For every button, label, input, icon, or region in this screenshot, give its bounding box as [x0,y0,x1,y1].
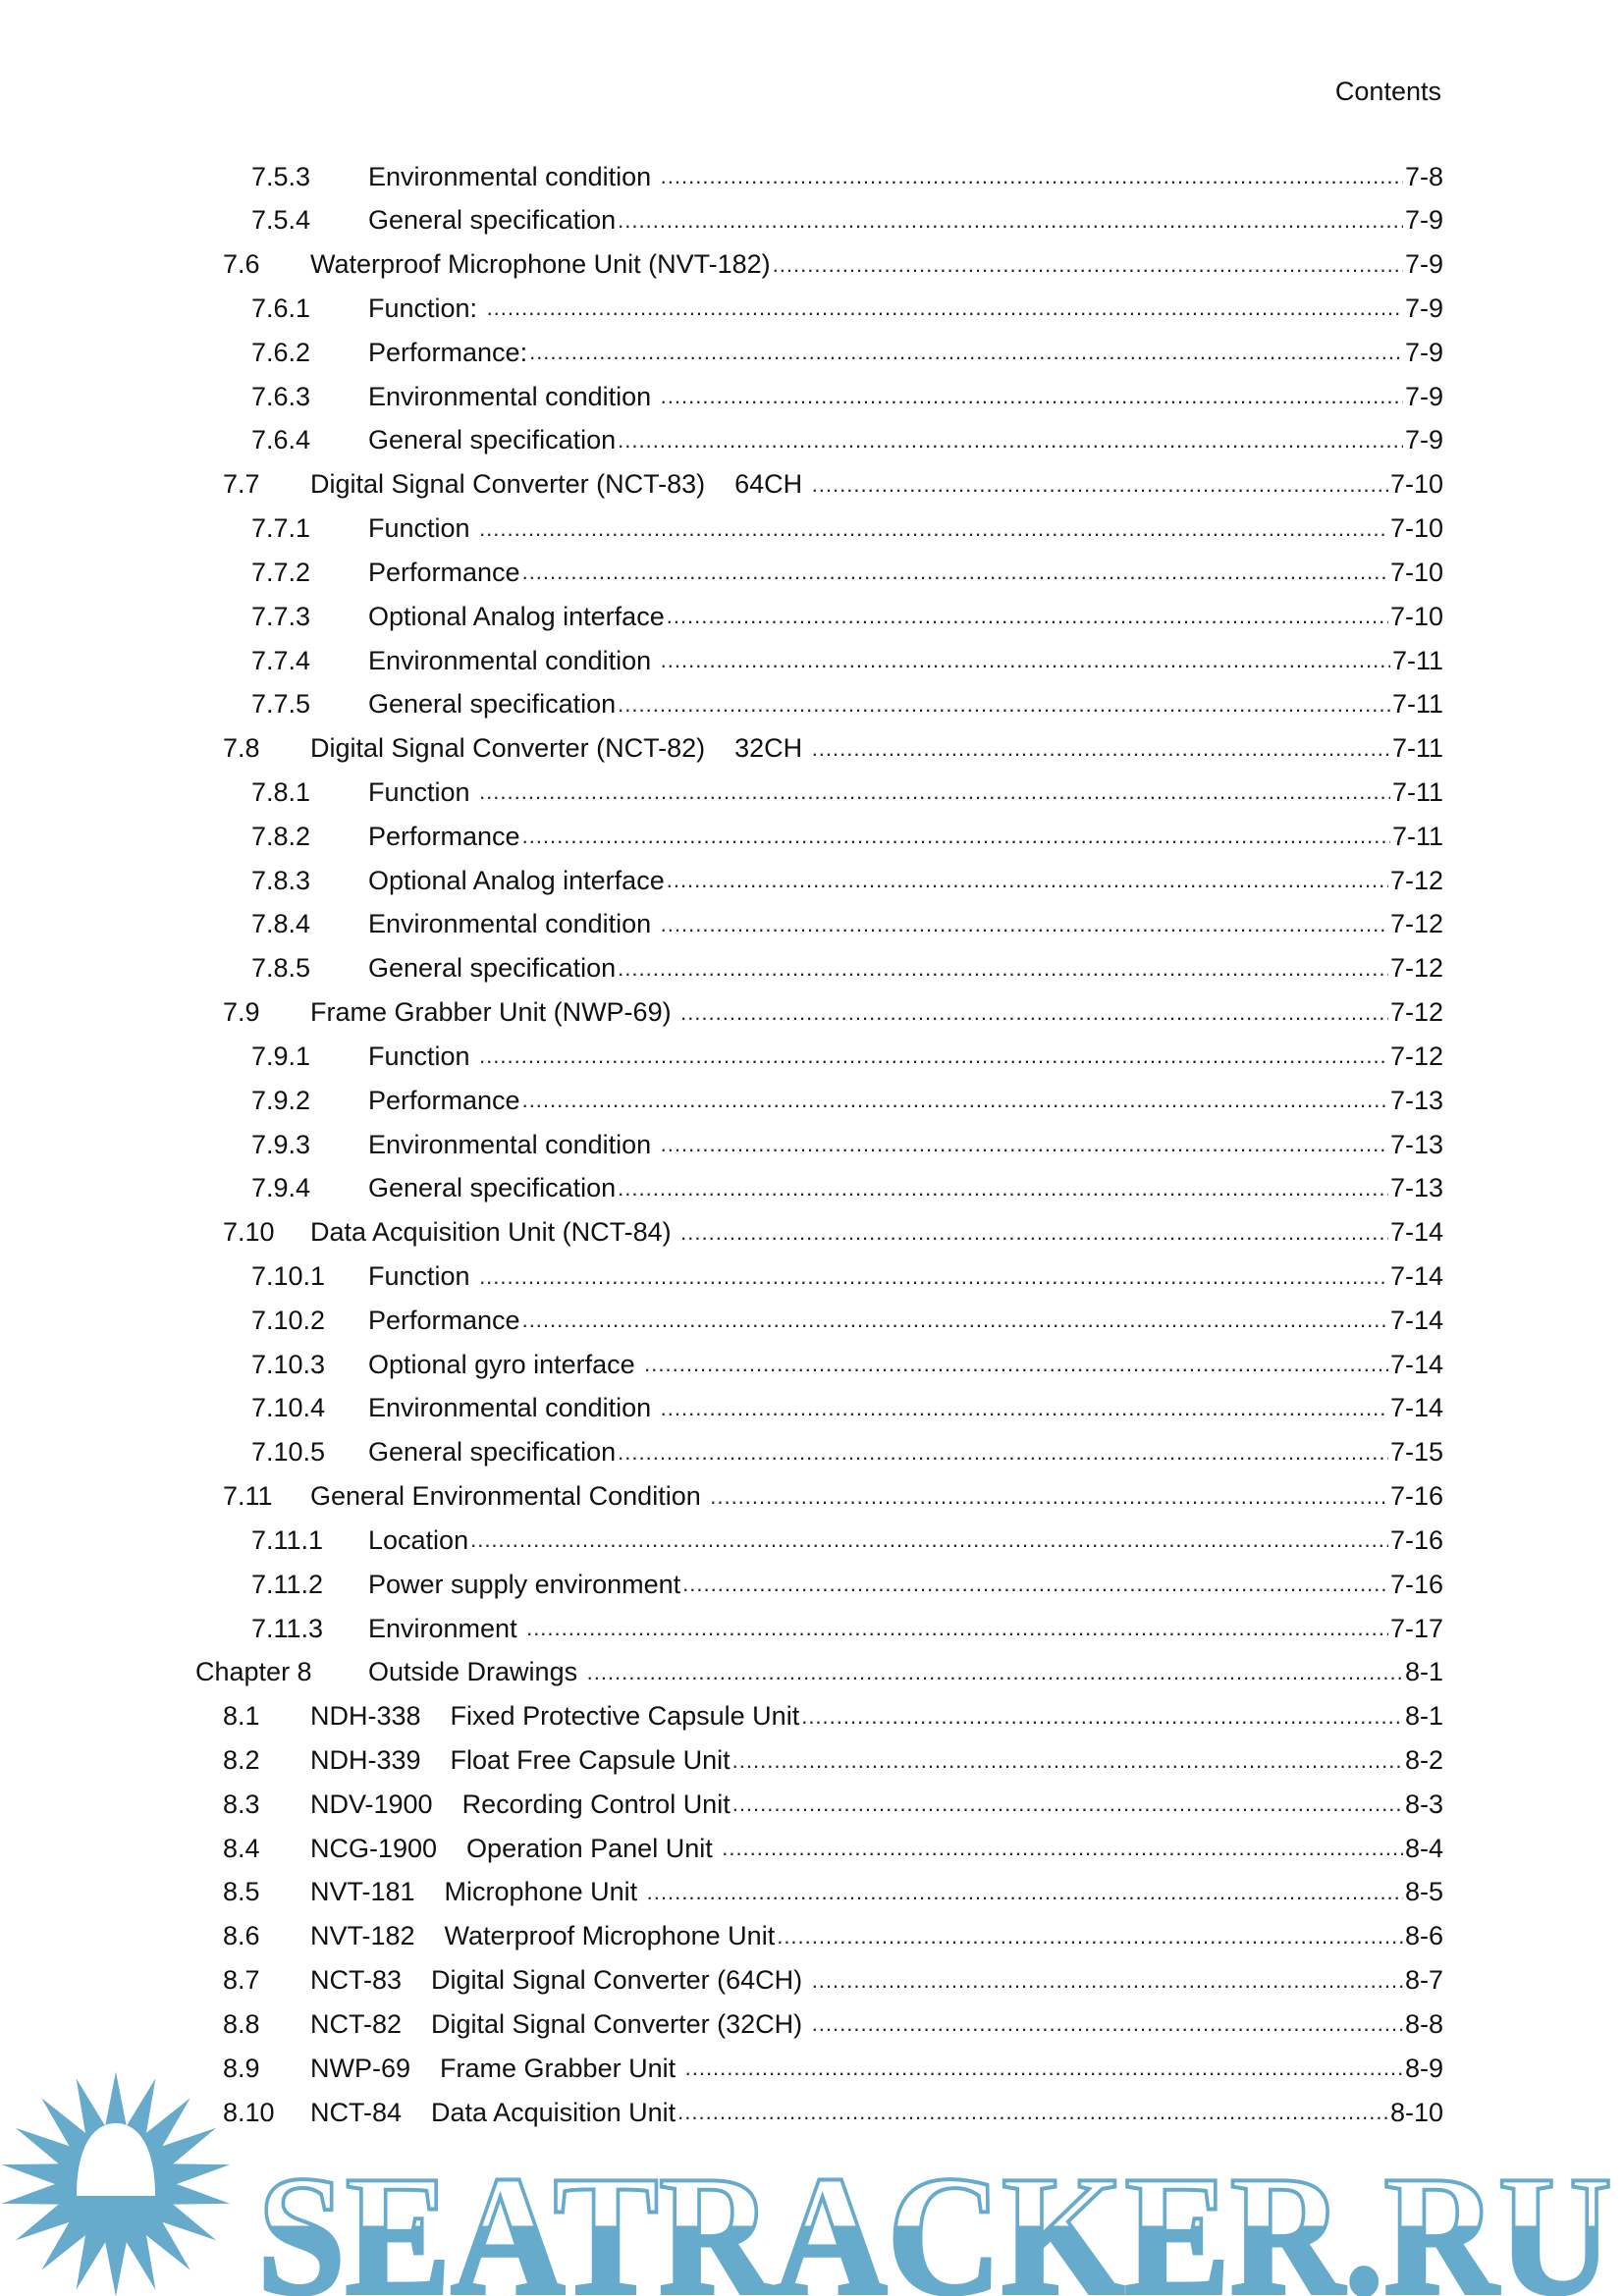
toc-entry-number: 7.6.4 [251,425,311,455]
toc-entry[interactable] [0,463,1443,507]
toc-entry[interactable] [0,551,1443,594]
dot-leader [677,2100,1388,2125]
toc-entry-page: 7-12 [1389,865,1443,895]
toc-entry-number: 7.8 [223,733,260,764]
toc-entry-page: 7-16 [1389,1569,1443,1599]
toc-entry[interactable] [0,1915,1443,1958]
toc-entry-page: 7-15 [1389,1437,1443,1468]
toc-entry-number: 7.7.3 [251,601,311,631]
toc-entry-title: Environmental condition [368,909,659,939]
toc-entry-number: 7.7.2 [251,557,311,587]
toc-entry-title: Environmental condition [368,381,659,411]
toc-entry-page: 7-9 [1404,205,1443,236]
toc-entry-number: 8.9 [223,2053,260,2083]
toc-entry[interactable] [0,727,1443,771]
dot-leader [479,1264,1388,1290]
dot-leader [773,252,1403,278]
toc-entry-number: 7.8.3 [251,865,311,895]
toc-entry-title: Performance [368,1305,520,1335]
toc-entry-title: Performance: [368,337,528,367]
toc-entry[interactable] [0,199,1443,242]
toc-entry-title: Optional Analog interface [368,865,665,895]
toc-entry-title: Data Acquisition Unit (NCT-84) [310,1217,679,1248]
toc-entry-number: 7.11.3 [251,1613,324,1643]
toc-entry-number: 8.2 [223,1745,260,1776]
dot-leader [587,1660,1403,1685]
toc-entry-page: 8-2 [1404,1745,1443,1776]
toc-entry-page: 7-14 [1389,1305,1443,1335]
toc-entry-page: 8-9 [1404,2053,1443,2083]
toc-entry[interactable] [0,1783,1443,1826]
toc-entry-number: 7.11.1 [251,1524,324,1555]
toc-entry-number: 7.9.2 [251,1085,311,1115]
dot-leader [801,1704,1403,1730]
dot-leader [618,1440,1388,1466]
toc-entry-page: 7-9 [1404,425,1443,455]
toc-entry-number: 7.6.2 [251,337,311,367]
dot-leader [487,295,1403,321]
toc-entry-title: Frame Grabber Unit (NWP-69) [310,997,679,1028]
toc-entry-number: 7.8.5 [251,953,311,984]
toc-entry-title: NCT-82 Digital Signal Converter (32CH) [310,2008,810,2039]
toc-entry-title: Location [368,1524,469,1555]
toc-entry-number: 7.10.3 [251,1349,326,1379]
toc-entry-page: 7-14 [1389,1349,1443,1379]
toc-entry-page: 7-11 [1391,776,1443,807]
toc-entry-number: 7.8.1 [251,776,311,807]
dot-leader [680,1220,1388,1246]
dot-leader [529,340,1403,365]
dot-leader [667,604,1388,629]
toc-entry-title: Digital Signal Converter (NCT-83) 64CH [310,469,810,500]
seatracker-watermark-logo [0,2142,1624,2296]
toc-entry-number: 8.3 [223,1789,260,1819]
toc-entry[interactable] [0,1255,1443,1299]
toc-entry-title: General specification [368,205,617,236]
toc-entry-title: General Environmental Condition [310,1481,709,1512]
dot-leader [812,736,1390,762]
toc-entry[interactable] [0,2002,1443,2046]
toc-entry-page: 7-13 [1389,1173,1443,1203]
toc-entry-title: Power supply environment [368,1569,681,1599]
toc-entry-title: NDV-1900 Recording Control Unit [310,1789,731,1819]
toc-entry[interactable] [0,1959,1443,2002]
toc-entry-page: 7-12 [1389,1041,1443,1071]
dot-leader [522,1308,1388,1333]
toc-entry-title: NCT-83 Digital Signal Converter (64CH) [310,1965,810,1996]
toc-entry-page: 7-16 [1389,1481,1443,1512]
toc-entry[interactable] [0,1827,1443,1870]
dot-leader [526,1616,1388,1641]
toc-entry-page: 7-17 [1389,1613,1443,1643]
toc-entry[interactable] [0,1871,1443,1914]
toc-entry-page: 7-8 [1404,161,1443,191]
toc-entry[interactable] [0,1695,1443,1738]
toc-entry-page: 8-5 [1404,1877,1443,1907]
toc-entry-number: 7.8.2 [251,821,311,851]
toc-entry-page: 7-11 [1391,689,1443,720]
toc-entry[interactable] [0,859,1443,902]
toc-entry[interactable] [0,639,1443,682]
toc-entry[interactable] [0,1211,1443,1255]
toc-entry-page: 7-10 [1389,557,1443,587]
toc-entry-page: 7-12 [1389,909,1443,939]
dot-leader [644,1352,1388,1377]
toc-entry[interactable] [0,287,1443,330]
toc-entry-title: Digital Signal Converter (NCT-82) 32CH [310,733,810,764]
toc-entry[interactable] [0,771,1443,814]
toc-entry-title: NCT-84 Data Acquisition Unit [310,2097,677,2127]
toc-entry-number: 7.10.2 [251,1305,326,1335]
toc-entry-number: 7.5.3 [251,161,311,191]
toc-entry-title: General specification [368,953,617,984]
toc-entry[interactable] [0,1387,1443,1430]
toc-entry-number: 8.6 [223,1921,260,1951]
toc-entry-number: 7.11 [223,1481,273,1512]
toc-entry-number: 7.8.4 [251,909,311,939]
toc-entry[interactable] [0,1739,1443,1783]
dot-leader [812,2011,1403,2037]
toc-entry-title: Performance [368,1085,520,1115]
toc-entry[interactable] [0,1563,1443,1606]
toc-entry[interactable] [0,1123,1443,1166]
toc-entry[interactable] [0,815,1443,858]
toc-entry-title: Waterproof Microphone Unit (NVT-182) [310,249,771,280]
toc-entry-page: 7-10 [1389,601,1443,631]
toc-entry-number: 7.9 [223,997,260,1028]
toc-entry-page: 8-4 [1404,1833,1443,1863]
toc-entry-number: Chapter 8 [195,1657,312,1687]
dot-leader [710,1484,1388,1510]
toc-entry-page: 7-14 [1389,1261,1443,1291]
toc-entry-page: 7-10 [1389,513,1443,544]
toc-entry-number: 7.10 [223,1217,275,1248]
dot-leader [522,1088,1388,1113]
dot-leader [722,1836,1403,1861]
toc-entry[interactable] [0,155,1443,198]
watermark-text: SEATRACKER.RU [257,2142,1612,2296]
toc-entry-title: Environmental condition [368,645,659,675]
toc-entry[interactable] [0,595,1443,638]
toc-entry-page: 8-1 [1404,1701,1443,1732]
toc-entry-number: 7.9.4 [251,1173,311,1203]
dot-leader [685,2056,1403,2081]
dot-leader [618,1176,1388,1201]
toc-entry-title: General specification [368,689,617,720]
toc-entry-title: Environment [368,1613,525,1643]
dot-leader [618,956,1388,982]
toc-entry-number: 7.7 [223,469,260,500]
dot-leader [479,516,1388,542]
toc-entry-title: General specification [368,1437,617,1468]
dot-leader [618,208,1403,234]
toc-entry-title: General specification [368,425,617,455]
toc-entry-number: 7.7.4 [251,645,311,675]
toc-entry-title: General specification [368,1173,617,1203]
dot-leader [812,472,1388,498]
toc-entry[interactable] [0,903,1443,946]
toc-entry[interactable] [0,1079,1443,1122]
toc-entry[interactable] [0,1299,1443,1342]
toc-entry-title: NVT-181 Microphone Unit [310,1877,645,1907]
toc-entry[interactable] [0,507,1443,551]
toc-entry-title: NDH-338 Fixed Protective Capsule Unit [310,1701,800,1732]
dot-leader [522,824,1390,849]
dot-leader [661,384,1403,409]
toc-entry[interactable] [0,1431,1443,1474]
dot-leader [682,1572,1388,1597]
toc-entry-number: 7.5.4 [251,205,311,236]
toc-entry[interactable] [0,1607,1443,1650]
dot-leader [522,560,1388,585]
dot-leader [470,1527,1388,1553]
toc-entry-page: 8-10 [1389,2097,1443,2127]
toc-entry-title: Function: [368,293,485,323]
dot-leader [812,1968,1403,1994]
dot-leader [732,1748,1403,1774]
toc-entry-number: 7.10.5 [251,1437,326,1468]
toc-entry-title: NDH-339 Float Free Capsule Unit [310,1745,731,1776]
dot-leader [661,1132,1388,1157]
toc-entry-title: NWP-69 Frame Grabber Unit [310,2053,683,2083]
toc-entry-number: 7.6.1 [251,293,311,323]
toc-entry[interactable] [0,331,1443,374]
toc-entry-number: 8.8 [223,2008,260,2039]
dot-leader [667,868,1388,893]
toc-entry[interactable] [0,683,1443,726]
toc-entry-page: 7-12 [1389,953,1443,984]
toc-entry-page: 7-9 [1404,337,1443,367]
dot-leader [618,692,1390,718]
toc-entry-number: 8.1 [223,1701,260,1732]
toc-entry-title: Function [368,776,478,807]
toc-entry[interactable] [0,243,1443,287]
toc-entry-page: 7-13 [1389,1129,1443,1159]
toc-entry-page: 7-11 [1391,821,1443,851]
dot-leader [732,1791,1403,1817]
dot-leader [618,428,1403,454]
toc-entry-page: 7-9 [1404,249,1443,280]
toc-entry-title: NCG-1900 Operation Panel Unit [310,1833,721,1863]
toc-entry-number: 7.9.1 [251,1041,311,1071]
dot-leader [479,1043,1388,1069]
toc-entry-number: 8.4 [223,1833,260,1863]
page-header-title: Contents [1334,77,1441,106]
toc-entry-title: Environmental condition [368,1129,659,1159]
toc-entry-title: Optional Analog interface [368,601,665,631]
dot-leader [777,1924,1403,1949]
toc-entry-number: 7.7.1 [251,513,311,544]
toc-entry[interactable] [0,1475,1443,1519]
toc-entry-number: 7.9.3 [251,1129,311,1159]
toc-entry-page: 8-7 [1404,1965,1443,1996]
toc-entry-page: 8-3 [1404,1789,1443,1819]
toc-entry-page: 7-16 [1389,1524,1443,1555]
toc-entry-page: 8-6 [1404,1921,1443,1951]
toc-entry[interactable] [0,419,1443,462]
toc-entry[interactable] [0,1651,1443,1694]
toc-entry-page: 7-13 [1389,1085,1443,1115]
toc-entry[interactable] [0,991,1443,1035]
dot-leader [661,912,1388,937]
toc-entry-page: 7-9 [1404,293,1443,323]
toc-entry-title: Outside Drawings [368,1657,585,1687]
toc-entry-number: 7.10.4 [251,1393,326,1423]
toc-entry-page: 7-10 [1389,469,1443,500]
toc-entry[interactable] [0,1167,1443,1210]
toc-entry-page: 8-1 [1404,1657,1443,1687]
toc-entry-page: 7-11 [1391,733,1443,764]
toc-entry-title: Function [368,1261,478,1291]
toc-entry-number: 7.6.3 [251,381,311,411]
toc-entry-page: 8-8 [1404,2008,1443,2039]
dot-leader [661,1396,1388,1421]
toc-entry-number: 7.10.1 [251,1261,326,1291]
toc-entry-title: Environmental condition [368,161,659,191]
toc-entry-number: 7.11.2 [251,1569,324,1599]
dot-leader [661,164,1403,189]
toc-entry-title: Optional gyro interface [368,1349,643,1379]
toc-entry-title: Performance [368,821,520,851]
dot-leader [661,648,1390,673]
toc-entry-number: 8.5 [223,1877,260,1907]
toc-entry-number: 7.7.5 [251,689,311,720]
dot-leader [647,1880,1403,1905]
toc-entry-number: 8.10 [223,2097,275,2127]
toc-entry-page: 7-11 [1391,645,1443,675]
toc-entry-number: 8.7 [223,1965,260,1996]
dot-leader [479,779,1390,805]
toc-entry-page: 7-14 [1389,1393,1443,1423]
toc-entry[interactable] [0,947,1443,990]
toc-entry-page: 7-9 [1404,381,1443,411]
toc-entry-title: Environmental condition [368,1393,659,1423]
toc-entry-title: Performance [368,557,520,587]
toc-entry[interactable] [0,1519,1443,1562]
dot-leader [680,1000,1388,1026]
toc-entry[interactable] [0,375,1443,418]
toc-entry-title: Function [368,513,478,544]
toc-entry[interactable] [0,1343,1443,1386]
toc-entry-page: 7-12 [1389,997,1443,1028]
toc-entry[interactable] [0,1035,1443,1078]
toc-entry-number: 7.6 [223,249,260,280]
toc-entry-title: Function [368,1041,478,1071]
toc-entry-page: 7-14 [1389,1217,1443,1248]
toc-entry-title: NVT-182 Waterproof Microphone Unit [310,1921,776,1951]
